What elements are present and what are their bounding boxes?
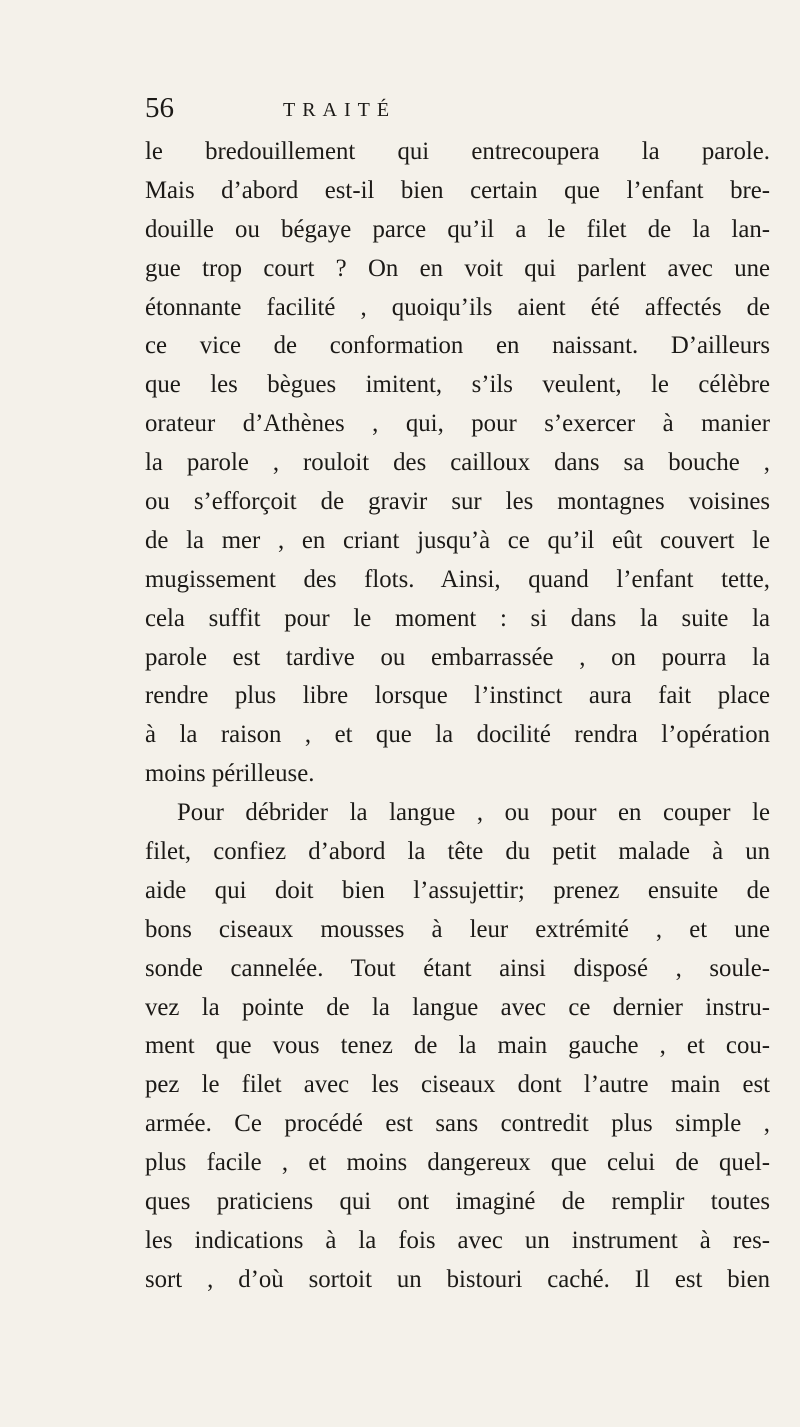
running-head: TRAITÉ <box>283 99 397 121</box>
text-line: étonnante facilité , quoiqu’ils aient été affectés de <box>145 293 770 321</box>
text-line: sort , d’où sortoit un bistouri caché. Il est bien <box>145 1265 770 1293</box>
text-line: filet, confiez d’abord la tête du petit malade à un <box>145 838 770 866</box>
text-line: mugissement des flots. Ainsi, quand l’enfant tette, <box>145 565 770 593</box>
text-line: les indications à la fois avec un instrument à res- <box>145 1226 770 1254</box>
text-line: ques praticiens qui ont imaginé de remplir toutes <box>145 1188 770 1216</box>
text-line: sonde cannelée. Tout étant ainsi disposé , soule- <box>145 954 770 982</box>
text-line: ce vice de conformation en naissant. D’ailleurs <box>145 332 770 360</box>
text-line: à la raison , et que la docilité rendra l’opération <box>145 721 770 749</box>
text-line: orateur d’Athènes , qui, pour s’exercer à manier <box>145 410 770 438</box>
text-line: de la mer , en criant jusqu’à ce qu’il eût couvert le <box>145 526 770 554</box>
text-line: bons ciseaux mousses à leur extrémité , et une <box>145 915 770 943</box>
page-header <box>145 92 720 132</box>
text-line: la parole , rouloit des cailloux dans sa bouche , <box>145 449 770 477</box>
text-line: ment que vous tenez de la main gauche , et cou- <box>145 1032 770 1060</box>
text-line: aide qui doit bien l’assujettir; prenez ensuite de <box>145 876 770 904</box>
text-line: armée. Ce procédé est sans contredit plus simple , <box>145 1110 770 1138</box>
text-line: ou s’efforçoit de gravir sur les montagnes voisines <box>145 488 770 516</box>
body-text <box>145 133 770 1300</box>
text-line: le bredouillement qui entrecoupera la parole. <box>145 138 770 165</box>
page-number: 56 <box>145 92 174 124</box>
text-line: douille ou bégaye parce qu’il a le filet de la lan- <box>145 215 770 243</box>
text-line: Mais d’abord est-il bien certain que l’enfant bre- <box>145 176 770 204</box>
text-line: pez le filet avec les ciseaux dont l’autre main est <box>145 1071 770 1099</box>
text-line: que les bègues imitent, s’ils veulent, le célèbre <box>145 371 770 399</box>
text-line: gue trop court ? On en voit qui parlent avec une <box>145 254 770 282</box>
text-line: vez la pointe de la langue avec ce dernier instru- <box>145 993 770 1021</box>
text-line: rendre plus libre lorsque l’instinct aura fait place <box>145 682 770 710</box>
text-line: cela suffit pour le moment : si dans la suite la <box>145 604 770 632</box>
paragraph-start-line: Pour débrider la langue , ou pour en couper le <box>177 799 770 827</box>
paragraph-end-line: moins périlleuse. <box>145 760 315 788</box>
text-line: parole est tardive ou embarrassée , on pourra la <box>145 643 770 671</box>
text-line: plus facile , et moins dangereux que celui de quel- <box>145 1149 770 1177</box>
